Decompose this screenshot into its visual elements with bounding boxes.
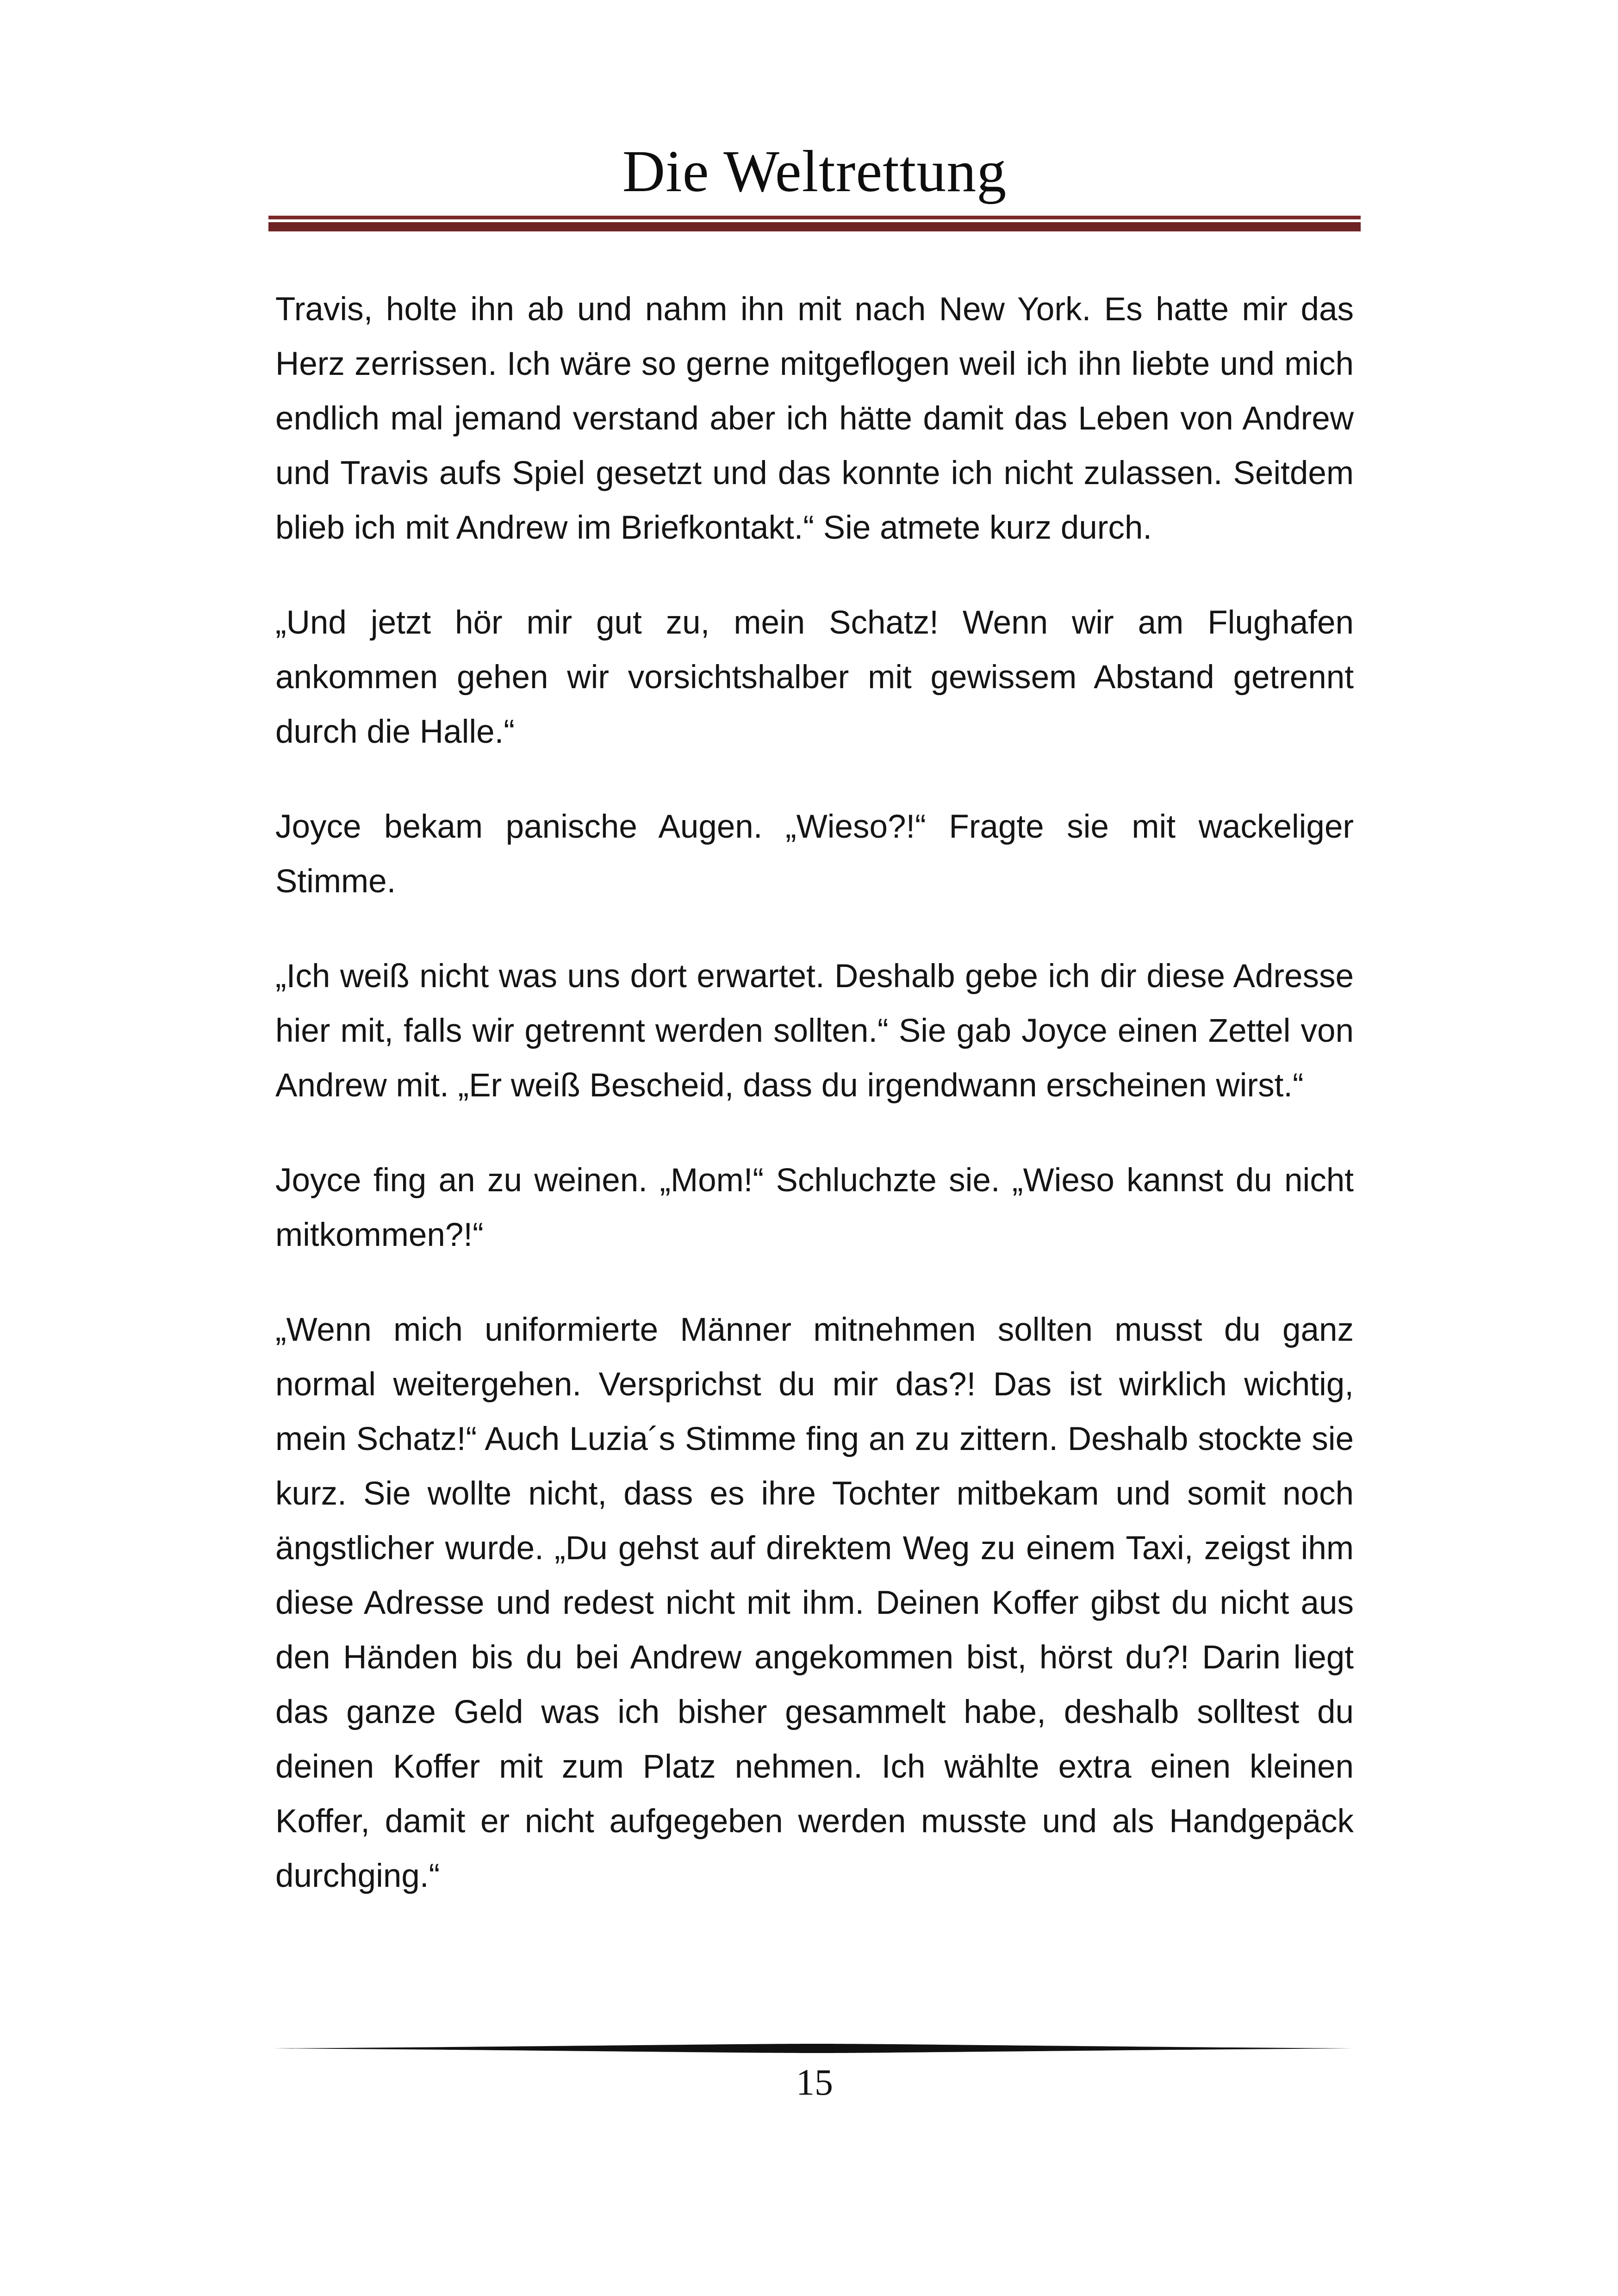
paragraph: Joyce bekam panische Augen. „Wieso?!“ Fragte sie mit wackeliger Stimme.	[275, 809, 1354, 900]
page-number: 15	[796, 2062, 833, 2103]
header-divider-thick-line	[268, 222, 1361, 231]
paragraph: „Ich weiß nicht was uns dort erwartet. Deshalb gebe ich dir diese Adresse hier mit, falls wir getrennt werden sollten.“ Sie gab Joyce einen Zettel von Andrew mit. „Er weiß Bescheid, dass du irgendwann erscheinen wirst.“	[275, 958, 1354, 1104]
paragraph: Joyce fing an zu weinen. „Mom!“ Schluchzte sie. „Wieso kannst du nicht mitkommen?!“	[275, 1162, 1354, 1253]
running-header-title: Die Weltrettung	[622, 138, 1007, 204]
paragraph: „Wenn mich uniformierte Männer mitnehmen sollten musst du ganz normal weitergehen. Versprichst du mir das?! Das ist wirklich wichtig, mein Schatz!“ Auch Luzia´s Stimme fing an zu zittern. Deshalb stockte sie kurz. Sie wollte nicht, dass es ihre Tochter mitbekam und somit noch ängstlicher wurde. „Du gehst auf direktem Weg zu einem Taxi, zeigst ihm diese Adresse und redest nicht mit ihm. Deinen Koffer gibst du nicht aus den Händen bis du bei Andrew angekommen bist, hörst du?! Darin liegt das ganze Geld was ich bisher gesammelt habe, deshalb solltest du deinen Koffer mit zum Platz nehmen. Ich wählte extra einen kleinen Koffer, damit er nicht aufgegeben werden musste und als Handgepäck durchging.“	[275, 1312, 1354, 1894]
footer-divider	[273, 2043, 1356, 2054]
paragraph: „Und jetzt hör mir gut zu, mein Schatz! Wenn wir am Flughafen ankommen gehen wir vorsichtshalber mit gewissem Abstand getrennt durch die Halle.“	[275, 604, 1354, 750]
header-divider	[268, 216, 1361, 232]
paragraph: Travis, holte ihn ab und nahm ihn mit nach New York. Es hatte mir das Herz zerrissen. Ich wäre so gerne mitgeflogen weil ich ihn liebte und mich endlich mal jemand verstand aber ich hätte damit das Leben von Andrew und Travis aufs Spiel gesetzt und das konnte ich nicht zulassen. Seitdem blieb ich mit Andrew im Briefkontakt.“ Sie atmete kurz durch.	[275, 291, 1354, 546]
footer-divider-swash	[273, 2044, 1356, 2053]
header-divider-thin-line	[268, 216, 1361, 219]
body-text	[275, 282, 1354, 1944]
